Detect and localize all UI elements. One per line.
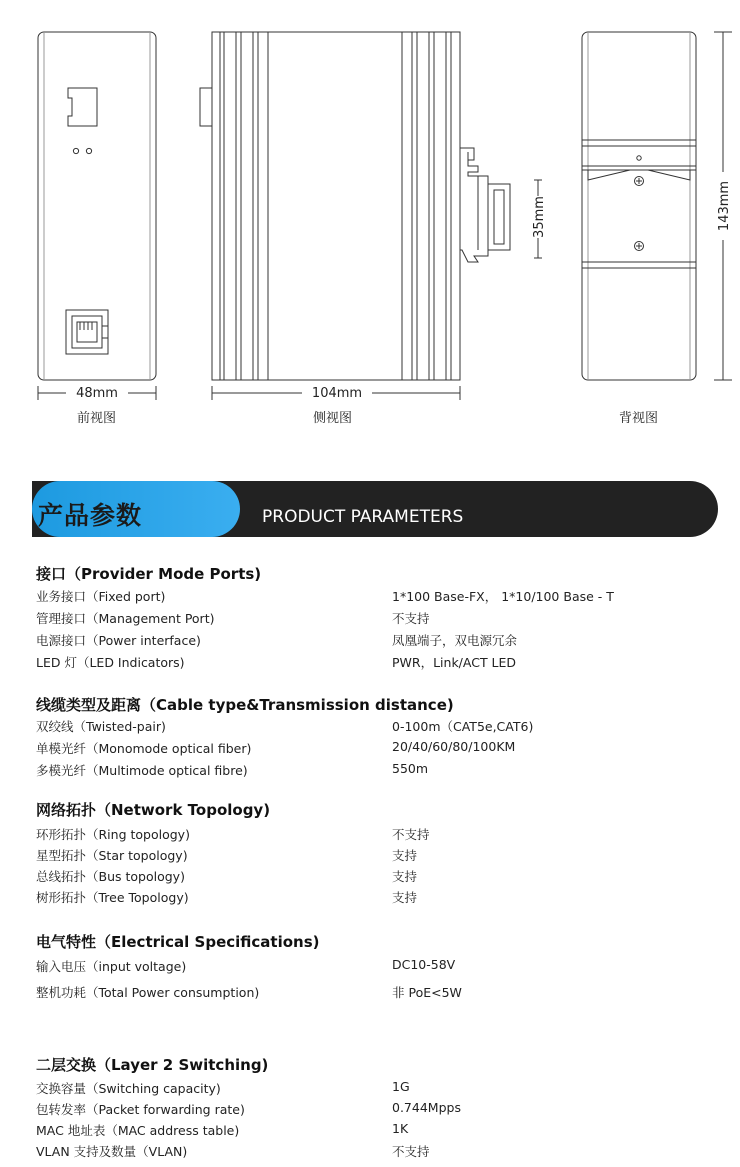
rail-height-dim: 35mm	[532, 196, 547, 238]
section-title: 线缆类型及距离（Cable type&Transmission distance)	[36, 696, 454, 714]
param-value: 支持	[392, 848, 418, 863]
param-label: 多模光纤（Multimode optical fibre)	[36, 763, 248, 778]
param-label: 业务接口（Fixed port)	[36, 589, 166, 604]
front-view	[38, 32, 156, 400]
param-label: 电源接口（Power interface)	[36, 633, 201, 648]
param-label: 包转发率（Packet forwarding rate)	[36, 1102, 245, 1117]
front-width-dim: 48mm	[76, 386, 118, 401]
param-value: 1K	[392, 1121, 409, 1136]
param-value: PWR，Link/ACT LED	[392, 655, 517, 670]
param-label: LED 灯（LED Indicators)	[36, 655, 185, 670]
section-title: 接口（Provider Mode Ports)	[36, 565, 262, 583]
param-value: 550m	[392, 761, 429, 776]
side-view-label: 侧视图	[313, 411, 353, 426]
param-label: MAC 地址表（MAC address table)	[36, 1123, 240, 1138]
param-label: 输入电压（input voltage)	[36, 959, 187, 974]
param-label: 星型拓扑（Star topology)	[36, 848, 188, 863]
param-value: 非 PoE<5W	[392, 985, 462, 1000]
param-value: 0.744Mpps	[392, 1100, 461, 1115]
back-view-label: 背视图	[619, 411, 659, 426]
param-value: 支持	[392, 890, 418, 905]
param-label: VLAN 支持及数量（VLAN)	[36, 1144, 188, 1159]
section-title: 二层交换（Layer 2 Switching)	[36, 1056, 269, 1074]
param-value: 不支持	[392, 611, 430, 626]
param-value: 不支持	[392, 827, 430, 842]
back-height-dim: 143mm	[717, 180, 732, 232]
front-view-label: 前视图	[77, 411, 117, 426]
param-label: 交换容量（Switching capacity)	[36, 1081, 221, 1096]
side-view	[200, 32, 542, 400]
section-title: 电气特性（Electrical Specifications)	[36, 933, 320, 951]
banner-title-en: PRODUCT PARAMETERS	[262, 507, 464, 527]
section-title: 网络拓扑（Network Topology)	[36, 801, 271, 819]
param-value: 凤凰端子，双电源冗余	[392, 633, 518, 648]
param-label: 树形拓扑（Tree Topology)	[36, 890, 189, 905]
side-depth-dim: 104mm	[311, 386, 363, 401]
param-value: 1*100 Base-FX， 1*10/100 Base - T	[392, 589, 614, 604]
param-value: DC10-58V	[392, 957, 456, 972]
dimension-diagram	[0, 0, 740, 440]
param-value: 支持	[392, 869, 418, 884]
param-value: 1G	[392, 1079, 410, 1094]
param-label: 双绞线（Twisted-pair)	[36, 719, 166, 734]
param-label: 总线拓扑（Bus topology)	[36, 869, 185, 884]
param-label: 整机功耗（Total Power consumption)	[36, 985, 260, 1000]
param-value: 0-100m（CAT5e,CAT6)	[392, 719, 534, 734]
param-label: 环形拓扑（Ring topology)	[36, 827, 190, 842]
param-value: 不支持	[392, 1144, 430, 1159]
param-label: 管理接口（Management Port)	[36, 611, 215, 626]
param-value: 20/40/60/80/100KM	[392, 739, 516, 754]
param-label: 单模光纤（Monomode optical fiber)	[36, 741, 252, 756]
back-view	[582, 32, 732, 380]
banner-title-cn: 产品参数	[38, 501, 143, 530]
